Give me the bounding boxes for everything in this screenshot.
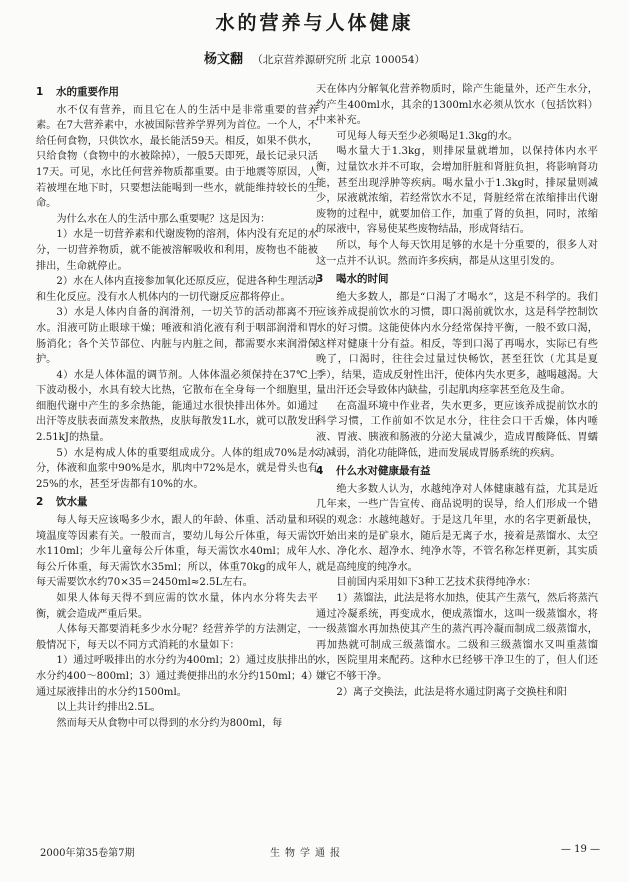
right-column xyxy=(316,82,598,700)
paragraph: 然而每天从食物中可以得到的水分约为800ml，每 xyxy=(56,717,283,729)
journal-name: 生物学通报 xyxy=(270,848,345,859)
article-title: 水的营养与人体健康 xyxy=(215,12,414,34)
left-column xyxy=(36,82,318,731)
section-number: 3 xyxy=(316,273,324,286)
page-number: — 19 — xyxy=(560,844,600,855)
section-title: 饮水量 xyxy=(56,496,88,509)
section-number: 4 xyxy=(316,465,324,478)
section-number: 2 xyxy=(36,496,44,509)
paragraph: 所以，每个人每天饮用足够的水是十分重要的，很多人对这一点并不认识。然而许多疾病，都是从这里引发的。 xyxy=(316,239,598,267)
paragraph: 如果人体每天得不到应需的饮水量，体内水分将失去平衡，就会造成严重后果。 xyxy=(36,593,318,620)
paragraph: 在高温环境中作业者，失水更多，更应该养成提前饮水的科学习惯，工作前如不饮足水分，往往会口干舌燥，体内唾液、胃液、胰液和肠液的分泌大量减少，造成胃酸降低、胃蠕动减弱，消化功能降低，进而发展成胃肠系统的疾病。 xyxy=(316,400,598,459)
paragraph: 每人每天应该喝多少水，跟人的年龄、体重、活动量和环境温度等因素有关。一般而言，要幼儿每公斤体重，每天需饮水110ml；少年儿童每公斤体重，每天需饮水40ml；成年人每公斤体重，每天需饮水35ml；所以，体重70kg的成年人，每天需要饮水约70×35＝2450ml≈2.5L左右。 xyxy=(36,515,318,589)
section-heading xyxy=(316,464,598,480)
section-heading xyxy=(36,495,318,511)
paragraph: 5）水是构成人体的重要组成成分。人体的组成70%是水分，体液和血浆中90%是水，肌肉中72%是水，就是骨头也有25%的水，甚至牙齿都有10%的水。 xyxy=(36,447,318,490)
paragraph: 水不仅有营养，而且它在人的生活中是非常重要的营养素。在7大营养素中，水被国际营养学界列为首位。一个人，不给任何食物，只供饮水，最长能活59天。相反，如果不供水，只给食物（食物中的水被除掉），一般5天即死，最长记录只活17天。可见，水比任何营养物质都重要。由于地震等原因，人若被埋在地下时，只要想法能喝到一些水，就能维持较长的生命。 xyxy=(36,104,318,210)
paragraph: 以上共计约排出2.5L。 xyxy=(56,702,161,714)
paragraph: 人体每天都要消耗多少水分呢？经营养学的方法测定，一般情况下，每天以不同方式消耗的水量如下： xyxy=(36,624,318,651)
author-name: 杨文翻 xyxy=(203,52,243,67)
paragraph: 4）水是人体体温的调节剂。人体体温必须保持在37℃上下波动极小，水具有较大比热，它散布在全身每一个细胞里，细胞代谢中产生的多余热能，能通过水很快排出体外。如通过出汗等皮肤表面蒸发来散热，皮肤每散发1L水，就可以散发出2.51kJ的热量。 xyxy=(36,369,318,444)
section-title: 水的重要作用 xyxy=(56,86,119,98)
paragraph: 2）离子交换法，此法是将水通过阴离子交换柱和阳 xyxy=(336,686,567,698)
section-number: 1 xyxy=(36,86,44,98)
byline xyxy=(0,48,629,67)
paragraph: 2）水在人体内直接参加氧化还原反应，促进各种生理活动和生化反应。没有水人机体内的一切代谢反应都将停止。 xyxy=(36,276,318,303)
paragraph: 绝大多数人，都是“口渴了才喝水”，这是不科学的。我们应该养成提前饮水的习惯，即口渴前就饮水，这是科学控制饮水的好习惯。这能使体内水分经常保持平衡，一般不致口渴，这样对健康十分有益。相反，等到口渴了再喝水，实际已有些晚了，口渴时，往往会过量过快畅饮，甚至狂饮（尤其是夏季），结果，造成反射性出汗，使体内失水更多，越喝越渴。大量出汗还会导致体内缺盐，引起肌肉痉挛甚至危及生命。 xyxy=(316,291,598,397)
section-title: 喝水的时间 xyxy=(336,273,389,286)
paragraph: 3）水是人体内自备的润滑剂，一切关节的活动都离不开水。泪液可防止眼球干燥；唾液和消化液有利于咽部润滑和胃肠消化；各个关节部位、内脏与内脏之间，都需要水来润滑保护。 xyxy=(36,307,318,366)
section-heading xyxy=(316,272,598,288)
section-heading xyxy=(36,85,318,101)
paragraph: 1）通过呼吸排出的水分约为400ml；2）通过皮肤排出的水分约400～800ml；3）通过粪便排出的水分约150ml；4）通过尿液排出的水分约1500ml。 xyxy=(36,655,318,698)
paragraph: 绝大多数人认为，水越纯净对人体健康越有益，尤其是近几年来，一些广告宣传、商品说明的误导，给人们形成一个错误的观念：水越纯越好。于是这几年里，水的名字更新最快，开始出来的是矿泉水，随后是无离子水，接着是蒸馏水、太空水、净化水、超净水、纯净水等，不管名称怎样更新，其实质就是高纯度的纯净水。 xyxy=(316,483,598,573)
paragraph: 1）水是一切营养素和代谢废物的溶剂，体内没有充足的水分，一切营养物质，就不能被溶解吸收和利用，废物也不能被排出，生命就停止。 xyxy=(36,229,318,272)
paragraph: 1）蒸馏法，此法是将水加热，使其产生蒸气，然后将蒸汽通过冷凝系统，再变成水，便成蒸馏水，这叫一级蒸馏水，将一级蒸馏水再加热使其产生的蒸汽再冷凝而制成二级蒸馏水，再加热就可制成三级蒸馏水。二级和三级蒸馏水又叫重蒸馏水，医院里用来配药。这种水已经够干净卫生的了，但人们还嫌它不够干净。 xyxy=(316,593,598,682)
journal-issue: 2000年第35卷第7期 xyxy=(40,848,135,859)
paragraph: 目前国内采用如下3种工艺技术获得纯净水： xyxy=(336,577,537,589)
paragraph: 可见每人每天至少必须喝足1.3kg的水。 xyxy=(336,130,519,142)
paragraph: 天在体内分解氧化营养物质时，除产生能量外，还产生水分，约产生400ml水，其余的1300ml水必须从饮水（包括饮料）中来补充。 xyxy=(316,84,598,127)
section-title: 什么水对健康最有益 xyxy=(336,465,431,478)
author-affiliation: （北京营养源研究所 北京 100054） xyxy=(252,54,426,66)
paragraph: 为什么水在人的生活中那么重要呢？这是因为： xyxy=(56,213,271,225)
paragraph: 喝水量大于1.3kg，则排尿量就增加，以保持体内水平衡，过量饮水并不可取，会增加肝脏和肾脏负担，将影响肾功能，甚至出现浮肿等疾病。喝水量小于1.3kg时，排尿量则减少，尿液就浓缩，若经常饮水不足，肾脏经常在浓缩排出代谢废物的过程中，就要加倍工作，加重了肾的负担，同时，浓缩的尿液中，容易使某些废物结晶，形成肾结石。 xyxy=(316,146,598,236)
